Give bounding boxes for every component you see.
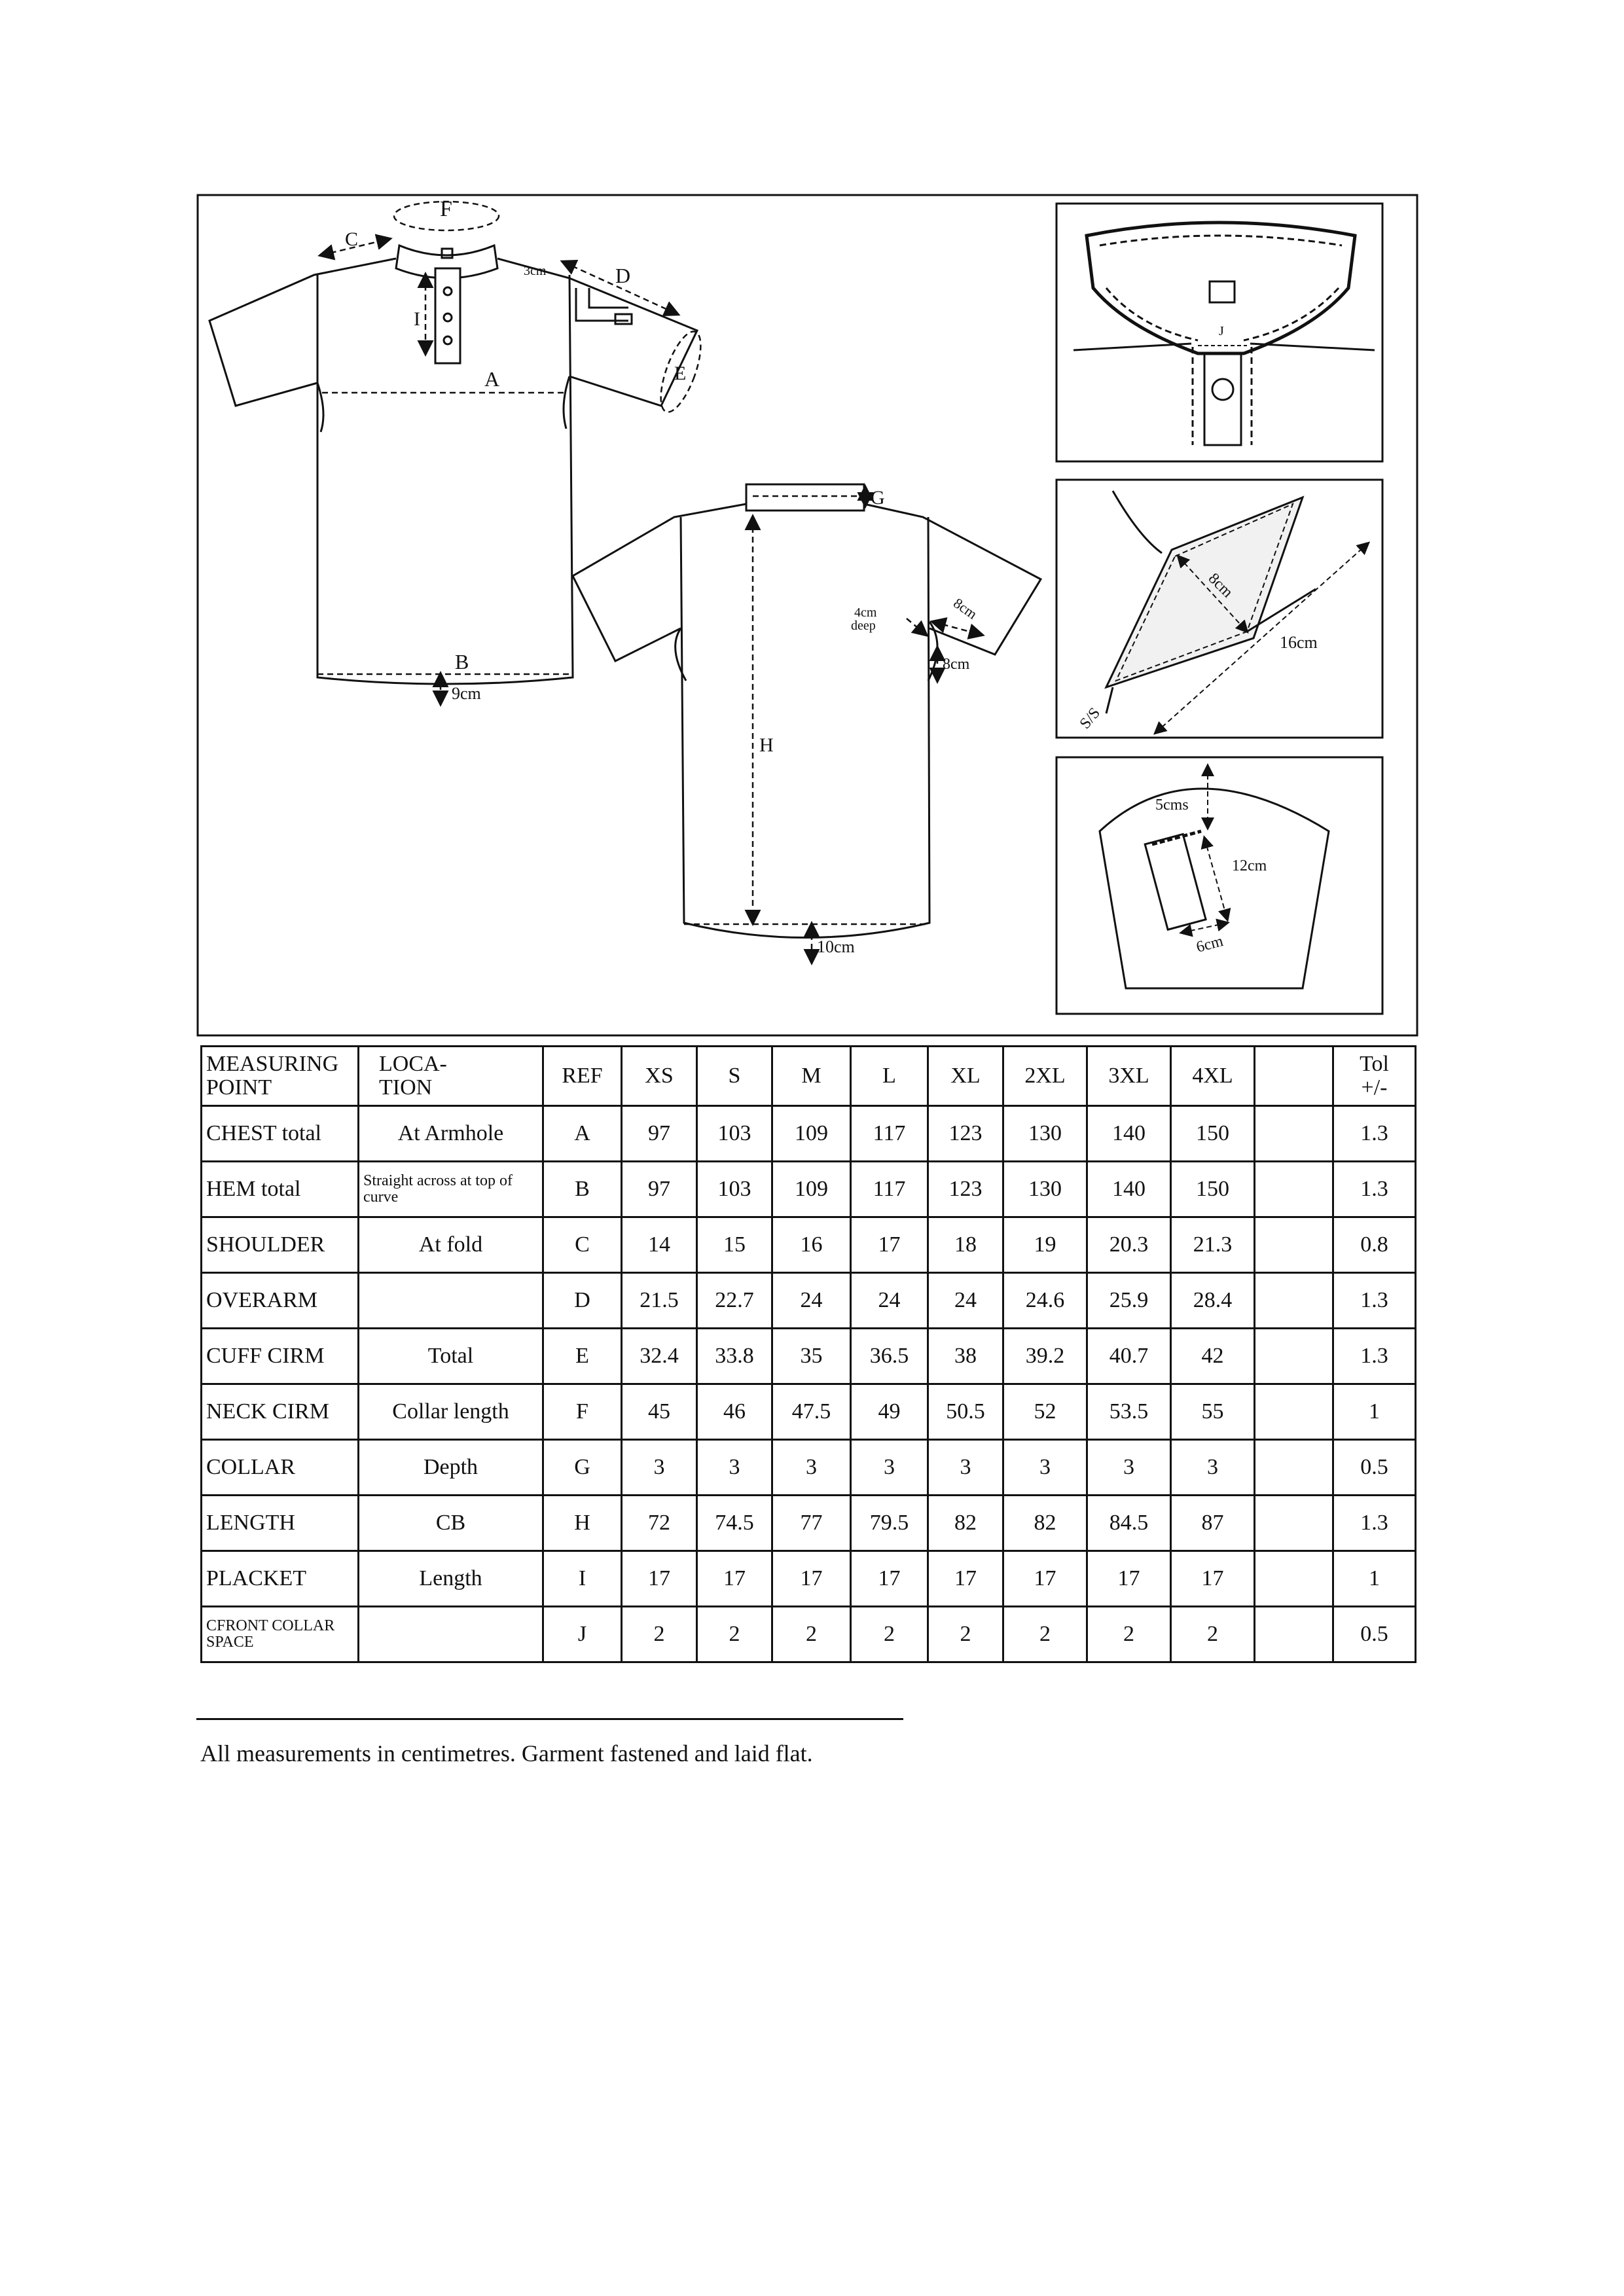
measuring-point-cell: CHEST total (202, 1106, 359, 1162)
size-4xl-cell: 17 (1171, 1551, 1255, 1607)
size-l-cell: 17 (851, 1217, 928, 1273)
size-m-cell: 109 (772, 1106, 851, 1162)
size-l-cell: 36.5 (851, 1329, 928, 1384)
blank-cell (1255, 1273, 1333, 1329)
footnote-rule (196, 1718, 903, 1720)
size-s-cell: 15 (697, 1217, 772, 1273)
size-xl-cell: 123 (928, 1106, 1003, 1162)
tolerance-cell: 1 (1333, 1551, 1416, 1607)
sketch-label-deep: deep (851, 619, 876, 633)
header-location-line1: LOCA- (379, 1052, 447, 1077)
location-cell: Length (359, 1551, 543, 1607)
ref-cell: J (543, 1607, 622, 1662)
table-row (202, 1162, 1416, 1217)
measuring-point-cell: CFRONT COLLAR SPACE (202, 1607, 359, 1662)
table-body (202, 1106, 1416, 1662)
size-2xl-cell: 39.2 (1003, 1329, 1087, 1384)
size-2xl-cell: 82 (1003, 1496, 1087, 1551)
table-header-row (202, 1047, 1416, 1106)
header-size-l: L (851, 1047, 928, 1106)
location-cell (359, 1273, 543, 1329)
size-2xl-cell: 19 (1003, 1217, 1087, 1273)
tolerance-cell: 1.3 (1333, 1496, 1416, 1551)
location-cell: Straight across at top of curve (359, 1162, 543, 1217)
sketch-label-c: C (345, 228, 359, 250)
size-4xl-cell: 150 (1171, 1106, 1255, 1162)
location-cell: Total (359, 1329, 543, 1384)
header-tolerance (1333, 1047, 1416, 1106)
sketch-label-g: G (871, 487, 885, 509)
size-m-cell: 2 (772, 1607, 851, 1662)
size-s-cell: 3 (697, 1440, 772, 1496)
measuring-point-cell: COLLAR (202, 1440, 359, 1496)
size-s-cell: 46 (697, 1384, 772, 1440)
location-cell: Collar length (359, 1384, 543, 1440)
sketch-label-12cm: 12cm (1232, 857, 1267, 874)
size-m-cell: 47.5 (772, 1384, 851, 1440)
sketch-label-3cm: 3cm (524, 264, 547, 278)
sketch-label-8cm-diag: 8cm (950, 594, 981, 622)
sketch-label-e: E (674, 363, 687, 384)
table-row (202, 1217, 1416, 1273)
size-3xl-cell: 17 (1087, 1551, 1171, 1607)
tolerance-cell: 1.3 (1333, 1329, 1416, 1384)
blank-cell (1255, 1217, 1333, 1273)
front-shirt-measure-lines (317, 202, 709, 704)
location-cell: At Armhole (359, 1106, 543, 1162)
sketch-label-d: D (615, 264, 631, 287)
measuring-point-cell: SHOULDER (202, 1217, 359, 1273)
size-xl-cell: 38 (928, 1329, 1003, 1384)
sketch-label-i: I (414, 308, 420, 330)
back-shirt-measure-lines (684, 488, 982, 962)
header-size-xl: XL (928, 1047, 1003, 1106)
table-row (202, 1106, 1416, 1162)
size-2xl-cell: 2 (1003, 1607, 1087, 1662)
size-4xl-cell: 87 (1171, 1496, 1255, 1551)
size-l-cell: 117 (851, 1106, 928, 1162)
header-blank (1255, 1047, 1333, 1106)
size-s-cell: 17 (697, 1551, 772, 1607)
header-measuring-point-line2: POINT (206, 1075, 272, 1100)
size-s-cell: 2 (697, 1607, 772, 1662)
header-size-s: S (697, 1047, 772, 1106)
size-l-cell: 2 (851, 1607, 928, 1662)
measuring-point-cell: PLACKET (202, 1551, 359, 1607)
sketch-label-ss: S/S (1076, 704, 1104, 732)
size-xs-cell: 97 (622, 1162, 697, 1217)
inset-sleeve-drawing (1100, 766, 1329, 988)
back-shirt-drawing (573, 484, 1041, 938)
ref-cell: C (543, 1217, 622, 1273)
size-m-cell: 109 (772, 1162, 851, 1217)
header-size-4xl: 4XL (1171, 1047, 1255, 1106)
header-tol-line2: +/- (1361, 1075, 1388, 1100)
size-3xl-cell: 3 (1087, 1440, 1171, 1496)
measuring-point-cell: NECK CIRM (202, 1384, 359, 1440)
sketch-label-a: A (484, 367, 500, 391)
measuring-point-cell: HEM total (202, 1162, 359, 1217)
size-m-cell: 77 (772, 1496, 851, 1551)
header-location-line2: TION (379, 1075, 433, 1100)
tolerance-cell: 1 (1333, 1384, 1416, 1440)
size-4xl-cell: 2 (1171, 1607, 1255, 1662)
size-4xl-cell: 150 (1171, 1162, 1255, 1217)
front-shirt-drawing (209, 245, 697, 684)
header-tol-line1: Tol (1360, 1052, 1389, 1077)
ref-cell: H (543, 1496, 622, 1551)
header-size-xs: XS (622, 1047, 697, 1106)
location-cell: CB (359, 1496, 543, 1551)
size-m-cell: 16 (772, 1217, 851, 1273)
size-l-cell: 24 (851, 1273, 928, 1329)
size-xs-cell: 14 (622, 1217, 697, 1273)
size-l-cell: 79.5 (851, 1496, 928, 1551)
size-xs-cell: 3 (622, 1440, 697, 1496)
tolerance-cell: 1.3 (1333, 1273, 1416, 1329)
size-xl-cell: 18 (928, 1217, 1003, 1273)
blank-cell (1255, 1106, 1333, 1162)
size-4xl-cell: 21.3 (1171, 1217, 1255, 1273)
size-4xl-cell: 55 (1171, 1384, 1255, 1440)
size-xl-cell: 50.5 (928, 1384, 1003, 1440)
size-xl-cell: 17 (928, 1551, 1003, 1607)
size-3xl-cell: 140 (1087, 1162, 1171, 1217)
size-m-cell: 24 (772, 1273, 851, 1329)
ref-cell: E (543, 1329, 622, 1384)
blank-cell (1255, 1551, 1333, 1607)
table-row (202, 1496, 1416, 1551)
sketch-label-16cm: 16cm (1280, 633, 1318, 652)
location-cell: Depth (359, 1440, 543, 1496)
header-size-m: M (772, 1047, 851, 1106)
location-cell (359, 1607, 543, 1662)
sketch-label-gusset-8cm: 8cm (1204, 569, 1236, 601)
ref-cell: F (543, 1384, 622, 1440)
sketch-label-h: H (759, 734, 774, 756)
header-size-2xl: 2XL (1003, 1047, 1087, 1106)
sketch-label-f: F (440, 197, 452, 221)
size-xs-cell: 21.5 (622, 1273, 697, 1329)
measuring-point-cell: OVERARM (202, 1273, 359, 1329)
footnote: All measurements in centimetres. Garment fastened and laid flat. (200, 1740, 813, 1767)
size-2xl-cell: 130 (1003, 1106, 1087, 1162)
size-2xl-cell: 17 (1003, 1551, 1087, 1607)
header-location (359, 1047, 543, 1106)
table-row (202, 1607, 1416, 1662)
size-2xl-cell: 3 (1003, 1440, 1087, 1496)
sketch-label-10cm: 10cm (817, 937, 855, 956)
inset-collar-drawing (1074, 223, 1375, 445)
ref-cell: B (543, 1162, 622, 1217)
size-l-cell: 17 (851, 1551, 928, 1607)
size-2xl-cell: 24.6 (1003, 1273, 1087, 1329)
tolerance-cell: 0.5 (1333, 1607, 1416, 1662)
size-xs-cell: 2 (622, 1607, 697, 1662)
table-row (202, 1273, 1416, 1329)
ref-cell: I (543, 1551, 622, 1607)
size-xl-cell: 2 (928, 1607, 1003, 1662)
header-measuring-point (202, 1047, 359, 1106)
sketch-label-b: B (455, 650, 469, 673)
inset-gusset-drawing (1106, 491, 1368, 733)
size-xs-cell: 17 (622, 1551, 697, 1607)
blank-cell (1255, 1440, 1333, 1496)
size-xs-cell: 45 (622, 1384, 697, 1440)
size-m-cell: 17 (772, 1551, 851, 1607)
tolerance-cell: 0.5 (1333, 1440, 1416, 1496)
header-size-3xl: 3XL (1087, 1047, 1171, 1106)
size-xs-cell: 72 (622, 1496, 697, 1551)
table-row (202, 1329, 1416, 1384)
size-3xl-cell: 20.3 (1087, 1217, 1171, 1273)
table-row (202, 1384, 1416, 1440)
size-xs-cell: 32.4 (622, 1329, 697, 1384)
size-xs-cell: 97 (622, 1106, 697, 1162)
size-2xl-cell: 130 (1003, 1162, 1087, 1217)
size-4xl-cell: 3 (1171, 1440, 1255, 1496)
size-3xl-cell: 40.7 (1087, 1329, 1171, 1384)
sketch-label-5cms: 5cms (1155, 797, 1189, 814)
size-3xl-cell: 140 (1087, 1106, 1171, 1162)
header-ref: REF (543, 1047, 622, 1106)
measurement-spec-table (200, 1045, 1416, 1663)
measuring-point-cell: CUFF CIRM (202, 1329, 359, 1384)
sketch-label-6cm: 6cm (1194, 932, 1225, 956)
size-s-cell: 74.5 (697, 1496, 772, 1551)
size-xl-cell: 123 (928, 1162, 1003, 1217)
table-row (202, 1551, 1416, 1607)
size-xl-cell: 82 (928, 1496, 1003, 1551)
inset-sleeve-frame (1056, 757, 1382, 1014)
size-4xl-cell: 42 (1171, 1329, 1255, 1384)
measuring-point-cell: LENGTH (202, 1496, 359, 1551)
size-xl-cell: 3 (928, 1440, 1003, 1496)
size-3xl-cell: 2 (1087, 1607, 1171, 1662)
tolerance-cell: 0.8 (1333, 1217, 1416, 1273)
size-s-cell: 103 (697, 1162, 772, 1217)
sketch-label-j: J (1219, 324, 1224, 338)
sketch-label-4cm: 4cm (854, 605, 877, 620)
tolerance-cell: 1.3 (1333, 1162, 1416, 1217)
sketch-label-9cm: 9cm (452, 684, 481, 703)
size-s-cell: 22.7 (697, 1273, 772, 1329)
ref-cell: A (543, 1106, 622, 1162)
size-xl-cell: 24 (928, 1273, 1003, 1329)
size-m-cell: 3 (772, 1440, 851, 1496)
size-3xl-cell: 53.5 (1087, 1384, 1171, 1440)
blank-cell (1255, 1384, 1333, 1440)
sketch-label-8cm-vert: 8cm (943, 656, 970, 673)
blank-cell (1255, 1162, 1333, 1217)
size-l-cell: 49 (851, 1384, 928, 1440)
size-l-cell: 3 (851, 1440, 928, 1496)
size-l-cell: 117 (851, 1162, 928, 1217)
size-s-cell: 33.8 (697, 1329, 772, 1384)
technical-sketch-panel (0, 0, 1624, 1041)
size-m-cell: 35 (772, 1329, 851, 1384)
tolerance-cell: 1.3 (1333, 1106, 1416, 1162)
blank-cell (1255, 1607, 1333, 1662)
size-3xl-cell: 84.5 (1087, 1496, 1171, 1551)
blank-cell (1255, 1496, 1333, 1551)
size-4xl-cell: 28.4 (1171, 1273, 1255, 1329)
table-row (202, 1440, 1416, 1496)
header-measuring-point-line1: MEASURING (206, 1052, 339, 1077)
blank-cell (1255, 1329, 1333, 1384)
location-cell: At fold (359, 1217, 543, 1273)
ref-cell: G (543, 1440, 622, 1496)
size-2xl-cell: 52 (1003, 1384, 1087, 1440)
size-s-cell: 103 (697, 1106, 772, 1162)
ref-cell: D (543, 1273, 622, 1329)
size-3xl-cell: 25.9 (1087, 1273, 1171, 1329)
